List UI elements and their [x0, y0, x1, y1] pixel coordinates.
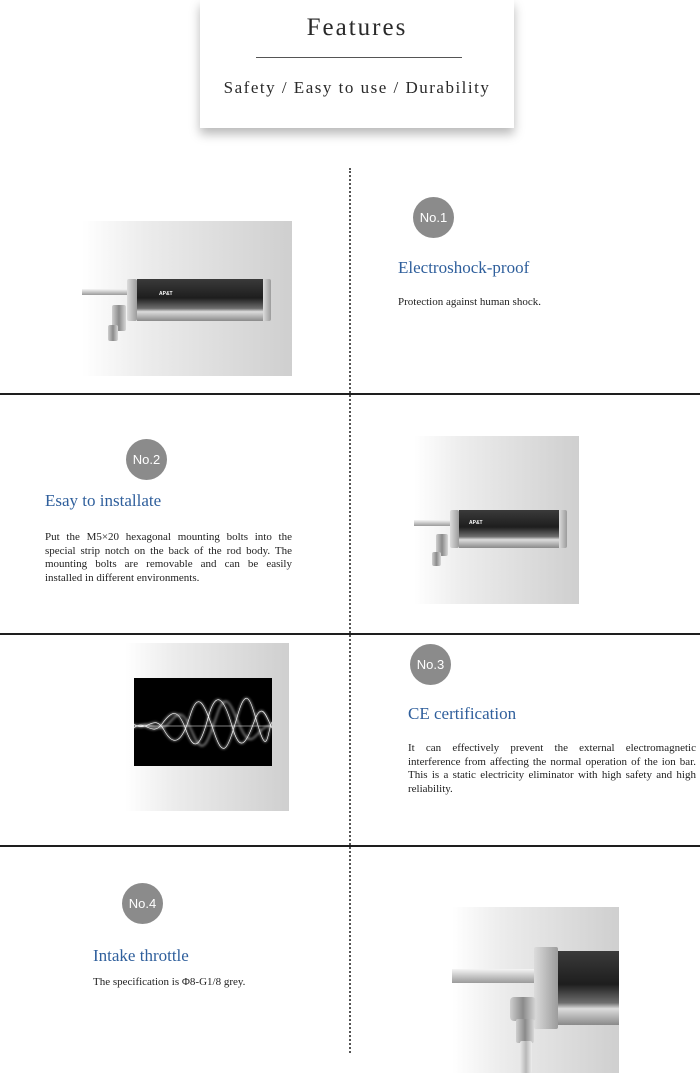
feature-title-1: Electroshock-proof — [398, 258, 530, 277]
features-header-card — [200, 0, 514, 128]
feature-badge-4: No.4 — [122, 883, 163, 924]
feature-title-4: Intake throttle — [93, 946, 189, 965]
feature-title-2: Esay to installate — [45, 491, 162, 510]
feature-description-4: The specification is Φ8-G1/8 grey. — [93, 976, 246, 988]
feature-description-1: Protection against human shock. — [398, 296, 541, 308]
feature-badge-2: No.2 — [126, 439, 167, 480]
feature-description-2: Put the M5×20 hexagonal mounting bolts into the special strip notch on the back of the rod body. The mounting bolts are removable and can be easily installed in different environments. — [45, 531, 292, 584]
section-divider-1 — [0, 393, 700, 395]
intake-throttle-photo — [452, 907, 619, 1073]
header-divider — [256, 57, 462, 58]
ion-bar-photo-1 — [82, 221, 292, 376]
section-divider-2 — [0, 633, 700, 635]
ion-bar-photo-2 — [414, 436, 579, 604]
center-dotted-divider — [349, 168, 351, 1053]
feature-title-3: CE certification — [408, 704, 517, 723]
feature-badge-1: No.1 — [413, 197, 454, 238]
section-divider-3 — [0, 845, 700, 847]
page-subtitle: Safety / Easy to use / Durability — [223, 78, 491, 97]
feature-badge-3: No.3 — [410, 644, 451, 685]
page-title: Features — [306, 14, 408, 41]
electromagnetic-wave-image — [134, 678, 272, 766]
feature-description-3: It can effectively prevent the external electromagnetic interference from affecting the normal operation of the ion bar. This is a static electricity eliminator with high safety and high reliability. — [408, 742, 696, 795]
product-logo-2: AP&T — [469, 520, 483, 526]
product-logo: AP&T — [159, 291, 173, 297]
